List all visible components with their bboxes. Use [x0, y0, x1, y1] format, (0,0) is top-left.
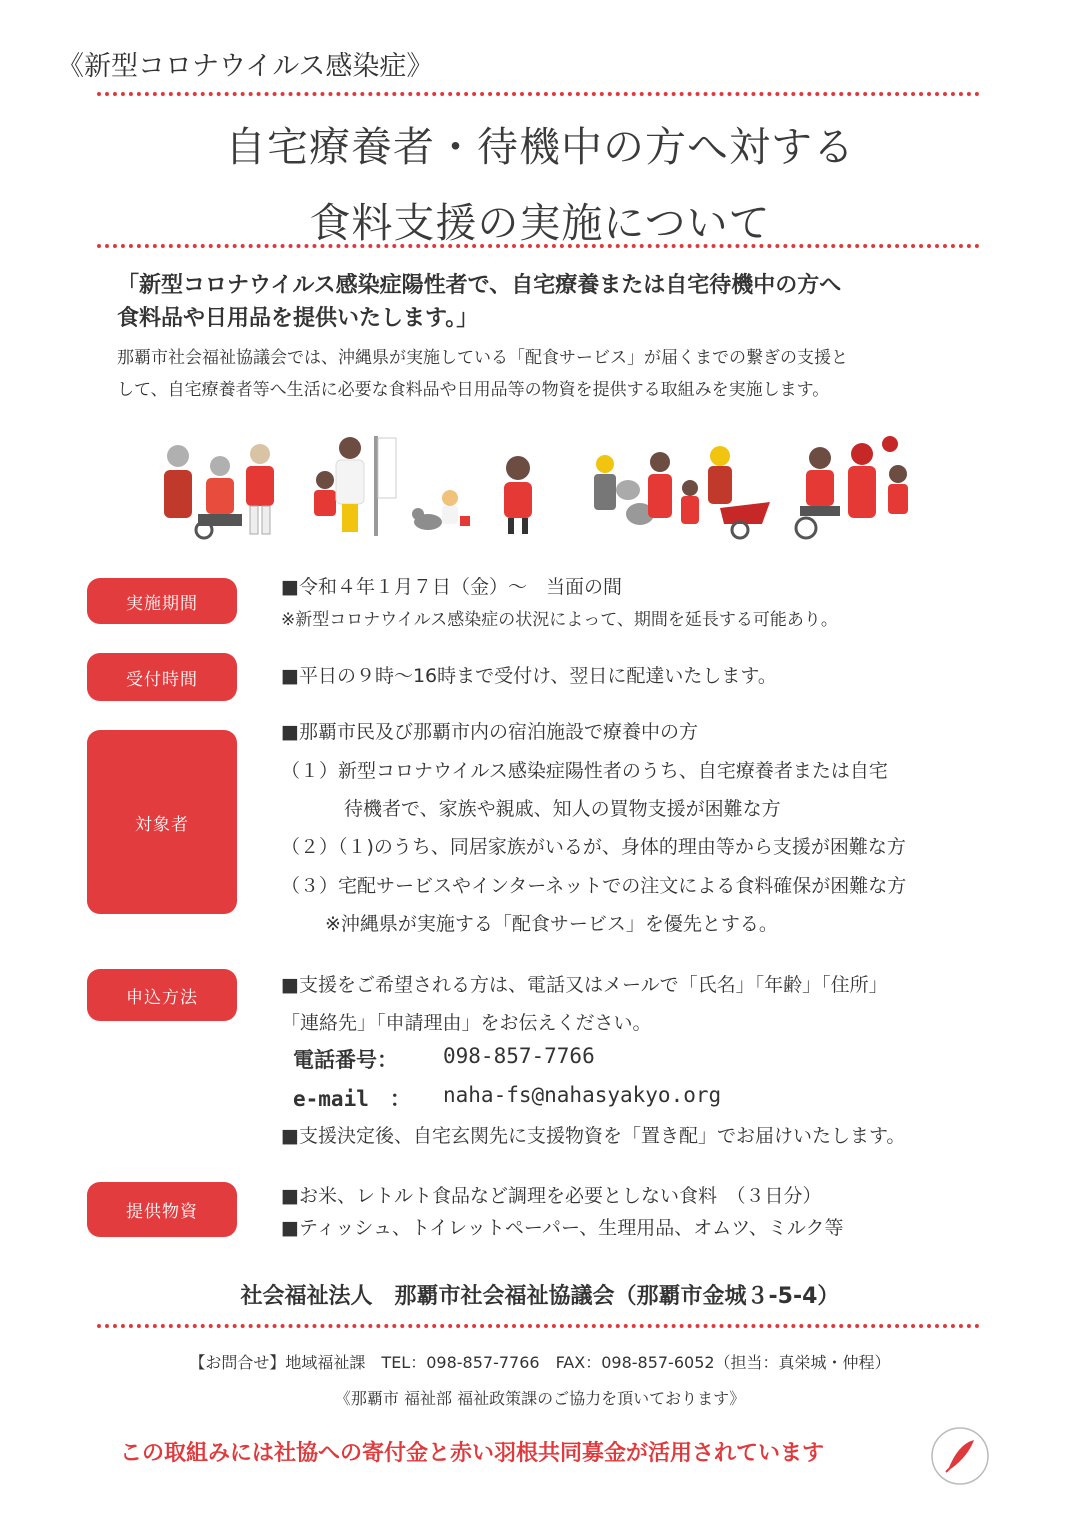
divider-footer: [97, 1324, 980, 1328]
label-target: 対象者: [87, 730, 237, 914]
email-row: [293, 1083, 722, 1113]
intro-text: [117, 342, 987, 406]
page-title-line2: 食料支援の実施について: [309, 199, 771, 247]
workers-family-figure: [594, 446, 770, 538]
supplies-line1: ■お米、レトルト食品など調理を必要としない食料 （３日分）: [281, 1185, 822, 1207]
period-line2: ※新型コロナウイルス感染症の状況によって、期間を延長する可能あり。: [281, 610, 838, 630]
red-feather-emblem-icon: [928, 1424, 992, 1488]
apply-line1: ■支援をご希望される方は、電話又はメールで「氏名」「年齢」「住所」: [281, 974, 888, 996]
girl-camera-figure: [504, 456, 532, 534]
target-line4: （２）（１)のうち、同居家族がいるが、身体的理由等から支援が困難な方: [281, 836, 906, 858]
period-line1: ■令和４年１月７日（金）～ 当面の間: [281, 576, 622, 598]
phone-number: 098-857-7766: [443, 1044, 595, 1068]
target-line2: （１）新型コロナウイルス感染症陽性者のうち、自宅療養者または自宅: [281, 760, 888, 782]
intro-line2: して、自宅療養者等へ生活に必要な食料品や日用品等の物資を提供する取組みを実施します。: [117, 380, 830, 400]
label-hours: 受付時間: [87, 653, 237, 701]
donation-note: この取組みには社協への寄付金と赤い羽根共同募金が活用されています: [120, 1441, 825, 1466]
target-line5: （３）宅配サービスやインターネットでの注文による食料確保が困難な方: [281, 875, 907, 897]
mother-child-figure: [314, 436, 396, 536]
cooperation-note: 《那覇市 福祉部 福祉政策課のご協力を頂いております》: [334, 1389, 746, 1408]
cat-toddler-figure: [412, 490, 470, 530]
label-supplies: 提供物資: [87, 1182, 237, 1237]
target-line1: ■那覇市民及び那覇市内の宿泊施設で療養中の方: [281, 721, 698, 743]
label-apply: 申込方法: [87, 969, 237, 1021]
email-address: naha-fs@nahasyakyo.org: [443, 1083, 722, 1107]
supplies-line2: ■ティッシュ、トイレットペーパー、生理用品、オムツ、ミルク等: [281, 1217, 844, 1239]
wheelchair-family-figure: [796, 436, 908, 538]
divider-top: [97, 92, 980, 96]
divider-title: [97, 244, 980, 248]
email-label: e-mail ：: [293, 1087, 411, 1111]
label-period: 実施期間: [87, 578, 237, 624]
intro-line1: 那覇市社会福祉協議会では、沖縄県が実施している「配食サービス」が届くまでの繋ぎの支援と: [117, 348, 848, 368]
apply-line3: ■支援決定後、自宅玄関先に支援物資を「置き配」でお届けいたします。: [281, 1125, 906, 1147]
lead-line2: 食料品や日用品を提供いたします。」: [117, 306, 479, 331]
phone-row: [293, 1044, 595, 1074]
people-illustration: [150, 432, 930, 544]
target-line6: ※沖縄県が実施する「配食サービス」を優先とする。: [325, 913, 778, 935]
phone-label: 電話番号：: [293, 1048, 398, 1072]
page-title-line1: 自宅療養者・待機中の方へ対する: [225, 123, 855, 171]
organization-name: 社会福祉法人 那覇市社会福祉協議会（那覇市金城３-5-4）: [240, 1284, 840, 1309]
lead-line1: 「新型コロナウイルス感染症陽性者で、自宅療養または自宅待機中の方へ: [117, 273, 842, 298]
elderly-group-figure: [164, 444, 274, 538]
inquiry-info: 【お問合せ】地域福祉課 TEL：098-857-7766 FAX：098-857-6052（担当：真栄城・仲程）: [189, 1353, 891, 1372]
apply-line2: 「連絡先」「申請理由」をお伝えください。: [281, 1012, 652, 1034]
target-line3: 待機者で、家族や親戚、知人の買物支援が困難な方: [344, 798, 781, 820]
category-heading: 《新型コロナウイルス感染症》: [57, 51, 434, 82]
hours-line1: ■平日の９時～16時まで受付け、翌日に配達いたします。: [281, 665, 777, 687]
